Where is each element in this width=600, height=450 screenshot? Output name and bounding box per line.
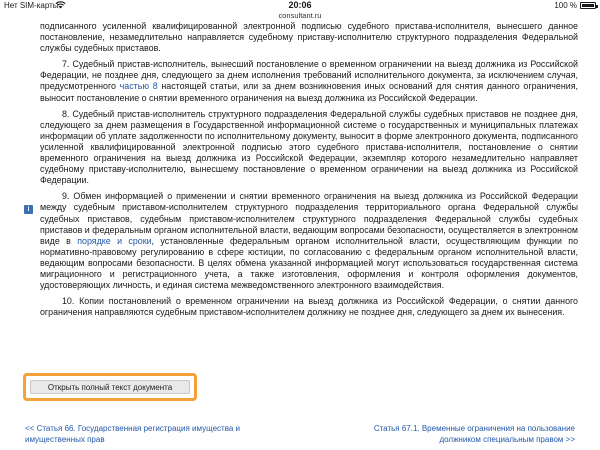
prev-article-link[interactable]: << Статья 66. Государственная регистрация имущества и имущественных прав	[25, 424, 240, 444]
paragraph-10: 10. Копии постановлений о временном ограничении на выезд должника из Российской Федерации, о снятии данного ограничения направляются судебным приставом-исполнителем должнику не позднее дня, следующего за днем их вынесения.	[40, 296, 578, 318]
carrier-label: Нет SIM-карты	[4, 1, 59, 10]
paragraph-8: 8. Судебный пристав-исполнитель структурного подразделения Федеральной службы судебных приставов не позднее дня, следующего за днем размещения в Государственной информационной системе о государственных и муниципальных платежах информации об уплате задолженности по исполнительному документу, выносит в форме электронного документа, подписанного усиленной квалифицированной электронной подписью этого судебного пристава-исполнителя, постановление о снятии временного ограничения на выезд должника из Российской Федерации, экземпляр которого незамедлительно направляет судебному приставу-исполнителю, вынесшему постановление о временном ограничении на выезд должника из Российской Федерации.	[40, 108, 578, 186]
battery-percent: 100 %	[554, 1, 577, 10]
battery-status	[554, 1, 596, 10]
address-bar[interactable]: consultant.ru	[278, 11, 322, 20]
next-article-link[interactable]: Статья 67.1. Временные ограничения на пользование должником специальным правом >>	[373, 424, 575, 444]
document-body	[40, 21, 578, 323]
info-icon[interactable]: i	[24, 205, 33, 214]
open-full-text-button[interactable]: Открыть полный текст документа	[30, 380, 190, 394]
open-full-text-highlight	[23, 373, 197, 401]
link-part-8[interactable]: частью 8	[119, 81, 158, 92]
link-procedure-and-terms[interactable]: порядке и сроки	[77, 235, 152, 246]
paragraph-6-tail: подписанного усиленной квалифицированной электронной подписью судебного пристава-исполнителя, вынесшего данное постановление, незамедлительно направляется судебному приставу-исполнителю структурного подразделения Федеральной службы судебных приставов.	[40, 21, 578, 54]
paragraph-7: 7. Судебный пристав-исполнитель, вынесший постановление о временном ограничении на выезд должника из Российской Федерации, не позднее дня, следующего за днем исполнения требований исполнительного документа, за исключением случая, предусмотренного частью 8 настоящей статьи, или за днем возникновения иных оснований для снятия данного ограничения, выносит постановление о снятии временного ограничения на выезд должника из Российской Федерации.	[40, 59, 578, 103]
battery-icon	[580, 2, 596, 9]
paragraph-9: 9. Обмен информацией о применении и снятии временного ограничения на выезд должника из Российской Федерации между судебным приставом-исполнителем структурного подразделения территориального органа Федеральной службы судебных приставов, судебным приставом-исполнителем структурного подразделения Федеральной службы судебных приставов и федеральным органом исполнительной власти, ведающим вопросами безопасности, осуществляется в электронном виде в порядке и сроки, установленные федеральным органом исполнительной власти, осуществляющим функции по нормативно-правовому регулированию в сфере юстиции, по согласованию с федеральным органом исполнительной власти, ведающим вопросами безопасности. В целях обмена указанной информацией могут использоваться государственная система миграционного и регистрационного учета, а также изготовления, оформления и контроля оформления документов, удостоверяющих личность, и единая система межведомственного электронного взаимодействия.	[40, 191, 578, 291]
clock: 20:06	[288, 0, 312, 10]
